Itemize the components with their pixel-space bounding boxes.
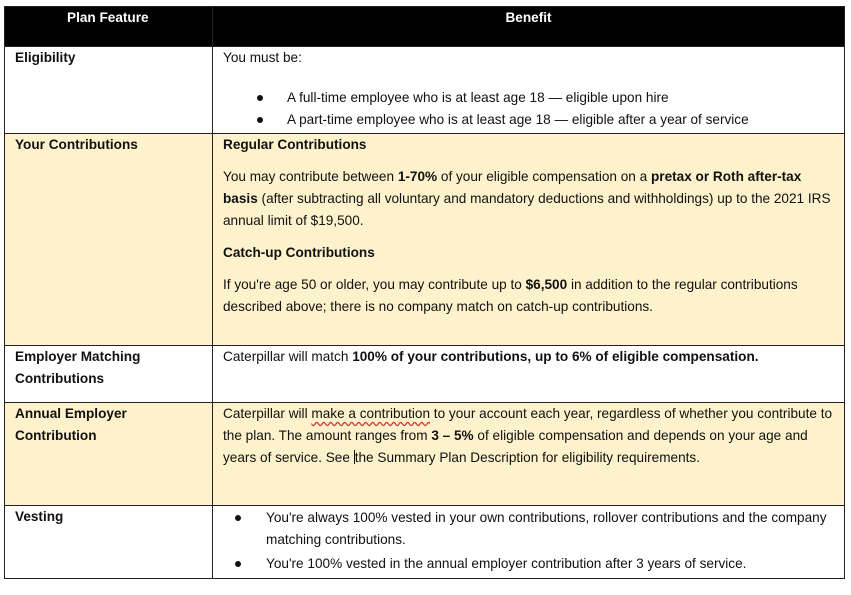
benefit-contributions — [213, 134, 845, 346]
list-item — [257, 109, 834, 131]
feature-matching: Employer Matching Contributions — [5, 346, 213, 403]
table-row-contributions — [5, 134, 845, 346]
feature-contributions: Your Contributions — [5, 134, 213, 346]
header-plan-feature: Plan Feature — [5, 7, 213, 47]
text-bold: 100% of your contributions, up to 6% of eligible compensation. — [352, 349, 759, 364]
list-item — [257, 87, 834, 109]
text-bold: 1-70% — [397, 169, 438, 184]
feature-eligibility: Eligibility — [5, 47, 213, 134]
text-run: the Summary Plan Description for eligibility requirements. — [354, 450, 700, 465]
table-row-vesting — [5, 506, 845, 579]
text-run: (after subtracting all voluntary and mandatory deductions and withholdings) up to the 2021 IRS annual limit of $19,500. — [223, 191, 831, 228]
text-bold: $6,500 — [525, 277, 568, 292]
bullet-icon — [257, 95, 263, 101]
table-row-eligibility — [5, 47, 845, 134]
regular-contributions-text — [223, 166, 834, 232]
text-run: If you're age 50 or older, you may contribute up to — [223, 277, 526, 292]
catchup-contributions-heading: Catch-up Contributions — [223, 245, 375, 260]
benefit-eligibility — [213, 47, 845, 134]
list-item — [235, 507, 834, 551]
regular-contributions-heading: Regular Contributions — [223, 137, 367, 152]
matching-text — [223, 346, 834, 368]
list-item — [235, 553, 834, 575]
eligibility-intro: You must be: — [223, 50, 302, 65]
feature-annual: Annual Employer Contribution — [5, 403, 213, 506]
plan-features-table — [4, 6, 845, 579]
feature-vesting: Vesting — [5, 506, 213, 579]
annual-text — [223, 403, 834, 469]
benefit-matching — [213, 346, 845, 403]
text-run: in addition to the regular contributions described above; there is no company match on catch-up contributions. — [223, 277, 798, 314]
spellcheck-underlined-text: make a contribution — [311, 406, 431, 421]
vesting-list — [223, 507, 834, 575]
vesting-bullet-text: You're always 100% vested in your own contributions, rollover contributions and the company matching contributions. — [266, 510, 827, 547]
benefit-vesting — [213, 506, 845, 579]
text-run: Caterpillar will — [223, 406, 312, 421]
text-bold: pretax or Roth after-tax basis — [223, 169, 802, 206]
text-bold: 3 – 5% — [431, 428, 474, 443]
bullet-icon — [235, 515, 241, 521]
eligibility-bullet-text: A full-time employee who is at least age 18 — eligible upon hire — [287, 90, 669, 105]
table-row-annual — [5, 403, 845, 506]
vesting-bullet-text: You're 100% vested in the annual employer contribution after 3 years of service. — [266, 556, 747, 571]
bullet-icon — [257, 117, 263, 123]
text-run: Caterpillar will match — [223, 349, 353, 364]
benefit-annual — [213, 403, 845, 506]
bullet-icon — [235, 561, 241, 567]
header-benefit: Benefit — [213, 7, 845, 47]
eligibility-bullet-text: A part-time employee who is at least age 18 — eligible after a year of service — [287, 112, 749, 127]
eligibility-list — [223, 87, 834, 131]
text-run: to your account each year, regardless of whether you contribute to the plan. The amount ranges from — [223, 406, 833, 443]
text-run: of eligible compensation and depends on your age and years of service. See — [223, 428, 808, 465]
table-row-matching — [5, 346, 845, 403]
text-run: of your eligible compensation on a — [437, 169, 651, 184]
catchup-contributions-text — [223, 274, 834, 318]
text-run: You may contribute between — [223, 169, 398, 184]
table-header-row — [5, 7, 845, 47]
